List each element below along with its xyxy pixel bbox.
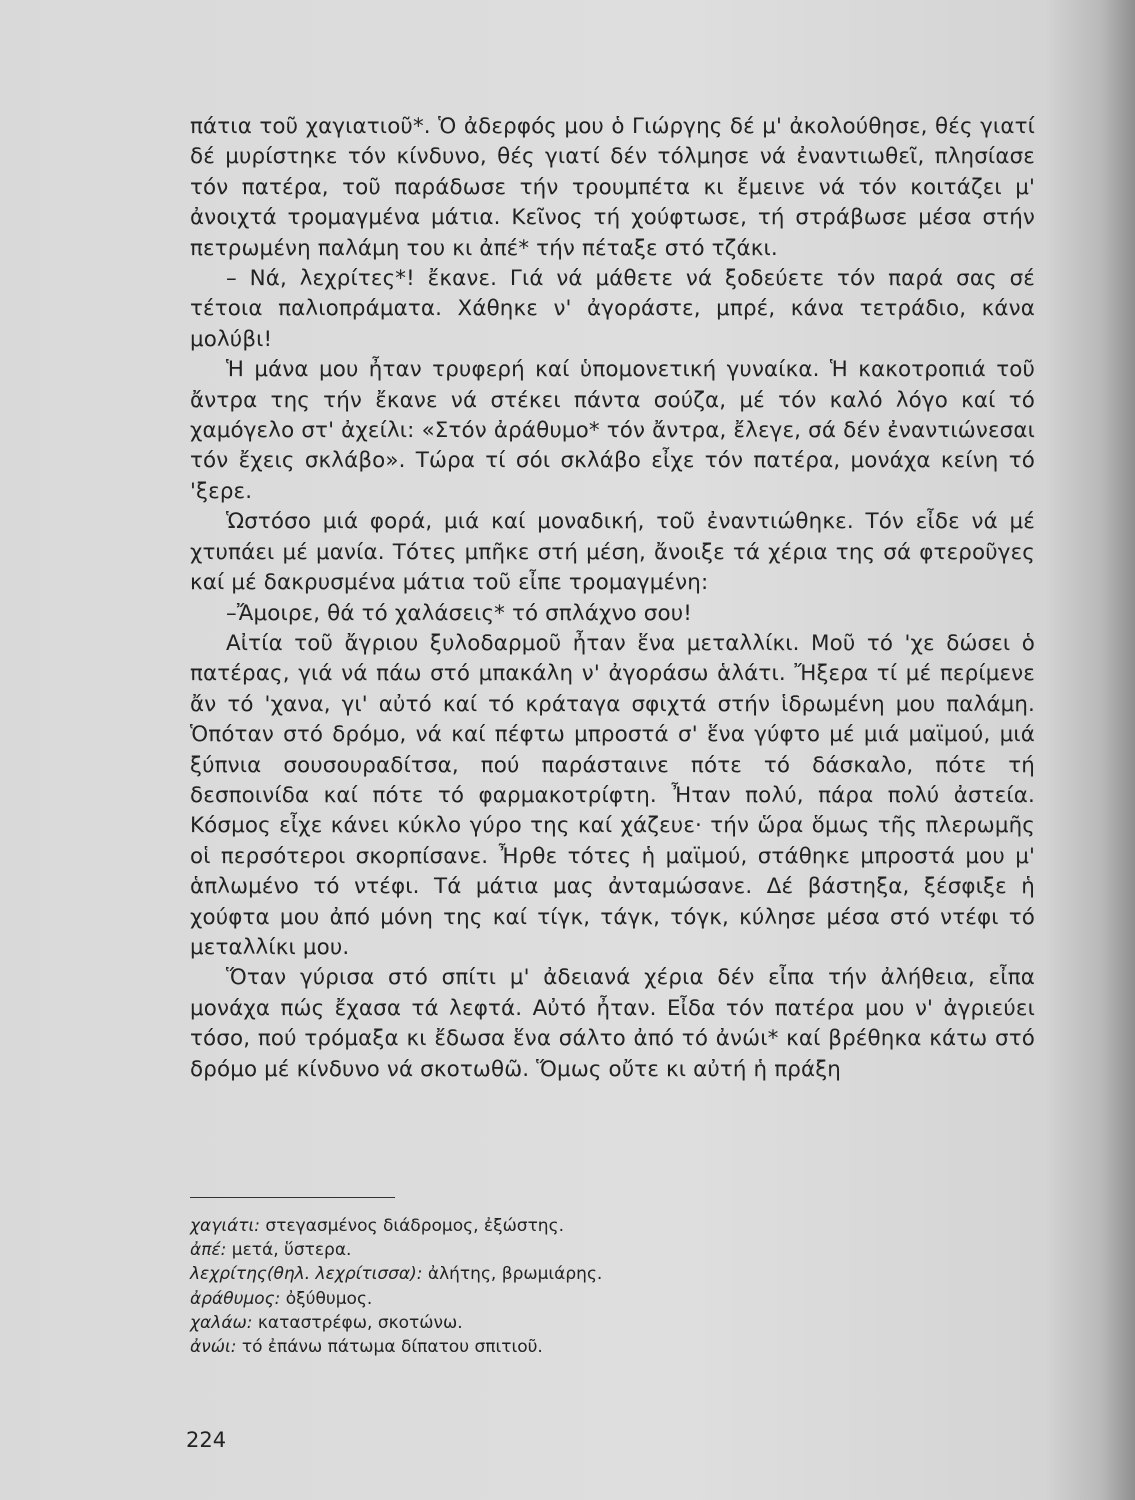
paragraph: πάτια τοῦ χαγιατιοῦ*. Ὁ ἀδερφός μου ὁ Γιώργης δέ μ' ἀκολούθησε, θές γιατί δέ μυρίστηκε τόν κίνδυνο, θές γιατί δέν τόλμησε νά ἐναντιωθεῖ, πλησίασε τόν πατέρα, τοῦ παράδωσε τήν τρουμπέτα κι ἔμεινε νά τόν κοιτάζει μ' ἀνοιχτά τρομαγμένα μάτια. Κεῖνος τή χούφτωσε, τή στράβωσε μέσα στήν πετρωμένη παλάμη του κι ἀπέ* τήν πέταξε στό τζάκι. bbox=[190, 114, 1035, 261]
footnote-term: ἀνώι: bbox=[190, 1337, 237, 1358]
paragraph: Ὅταν γύρισα στό σπίτι μ' ἀδειανά χέρια δέν εἶπα τήν ἀλήθεια, εἶπα μονάχα πώς ἔχασα τά λεφτά. Αὐτό ἦταν. Εἶδα τόν πατέρα μου ν' ἀγριεύει τόσο, πού τρόμαξα κι ἔδωσα ἕνα σάλτο ἀπό τό ἀνώι* καί βρέθηκα κάτω στό δρόμο μέ κίνδυνο νά σκοτωθῶ. Ὅμως οὔτε κι αὐτή ἡ πράξη bbox=[190, 965, 1035, 1082]
footnote-definition: στεγασμένος διάδρομος, ἐξώστης. bbox=[265, 1216, 564, 1236]
page-number: 224 bbox=[186, 1428, 227, 1452]
footnote bbox=[190, 1287, 890, 1311]
paragraph: – Νά, λεχρίτες*! ἔκανε. Γιά νά μάθετε νά ξοδεύετε τόν παρά σας σέ τέτοια παλιοπράματα. Χάθηκε ν' ἀγοράστε, μπρέ, κάνα τετράδιο, κάνα μολύβι! bbox=[190, 266, 1035, 352]
footnote-definition: ἀλήτης, βρωμιάρης. bbox=[427, 1264, 603, 1285]
paragraph: –Ἄμοιρε, θά τό χαλάσεις* τό σπλάχνο σου! bbox=[226, 600, 692, 626]
paragraph: Αἰτία τοῦ ἄγριου ξυλοδαρμοῦ ἦταν ἕνα μεταλλίκι. Μοῦ τό 'χε δώσει ὁ πατέρας, γιά νά πάω στό μπακάλη ν' ἀγοράσω ἁλάτι. Ἤξερα τί μέ περίμενε ἄν τό 'χανα, γι' αὐτό καί τό κράταγα σφιχτά στήν ἱδρωμένη μου παλάμη. Ὁπόταν στό δρόμο, νά καί πέφτω μπροστά σ' ἕνα γύφτο μέ μιά μαϊμού, μιά ξύπνια σουσουραδίτσα, πού παράσταινε πότε τό δάσκαλο, πότε τή δεσποινίδα καί πότε τό φαρμακοτρίφτη. Ἦταν πολύ, πάρα πολύ ἀστεία. Κόσμος εἶχε κάνει κύκλο γύρο της καί χάζευε· τήν ὥρα ὅμως τῆς πλερωμῆς οἱ περσότεροι σκορπίσανε. Ἦρθε τότες ἡ μαϊμού, στάθηκε μπροστά μου μ' ἁπλωμένο τό ντέφι. Τά μάτια μας ἀνταμώσανε. Δέ βάστηξα, ξέσφιξε ἡ χούφτα μου ἀπό μόνη της καί τίγκ, τάγκ, τόγκ, κύλησε μέσα στό ντέφι τό μεταλλίκι μου. bbox=[190, 630, 1035, 960]
footnote bbox=[190, 1214, 890, 1238]
paragraph: Ὡστόσο μιά φορά, μιά καί μοναδική, τοῦ ἐναντιώθηκε. Τόν εἶδε νά μέ χτυπάει μέ μανία. Τότες μπῆκε στή μέση, ἄνοιξε τά χέρια της σά φτεροῦγες καί μέ δακρυσμένα μάτια τοῦ εἶπε τρομαγμένη: bbox=[190, 509, 1035, 596]
paragraph: Ἡ μάνα μου ἦταν τρυφερή καί ὑπομονετική γυναίκα. Ἡ κακοτροπιά τοῦ ἄντρα της τήν ἔκανε νά στέκει πάντα σούζα, μέ τόν καλό λόγο καί τό χαμόγελο στ' ἀχείλι: «Στόν ἀράθυμο* τόν ἄντρα, ἔλεγε, σά δέν ἐναντιώνεσαι τόν ἔχεις σκλάβο». Τώρα τί σόι σκλάβο εἶχε τόν πατέρα, μονάχα κείνη τό 'ξερε. bbox=[190, 357, 1035, 504]
footnote-term: χαγιάτι: bbox=[190, 1216, 261, 1236]
main-text bbox=[190, 112, 1035, 1085]
footnote-definition: ὀξύθυμος. bbox=[285, 1288, 373, 1309]
footnote-definition: καταστρέφω, σκοτώνω. bbox=[257, 1312, 463, 1333]
footnote-definition: τό ἐπάνω πάτωμα δίπατου σπιτιοῦ. bbox=[241, 1337, 543, 1358]
footnote-term: λεχρίτης(θηλ. λεχρίτισσα): bbox=[190, 1264, 423, 1285]
footnote bbox=[190, 1311, 890, 1335]
footnote-term: ἀράθυμος: bbox=[190, 1288, 281, 1309]
footnote bbox=[190, 1262, 890, 1286]
footnote-divider bbox=[190, 1197, 395, 1198]
footnote-definition: μετά, ὕστερα. bbox=[231, 1240, 352, 1261]
footnote bbox=[190, 1335, 890, 1359]
footnotes bbox=[190, 1214, 890, 1359]
footnote bbox=[190, 1238, 890, 1262]
footnote-term: χαλάω: bbox=[190, 1312, 253, 1333]
footnote-term: ἀπέ: bbox=[190, 1240, 227, 1261]
